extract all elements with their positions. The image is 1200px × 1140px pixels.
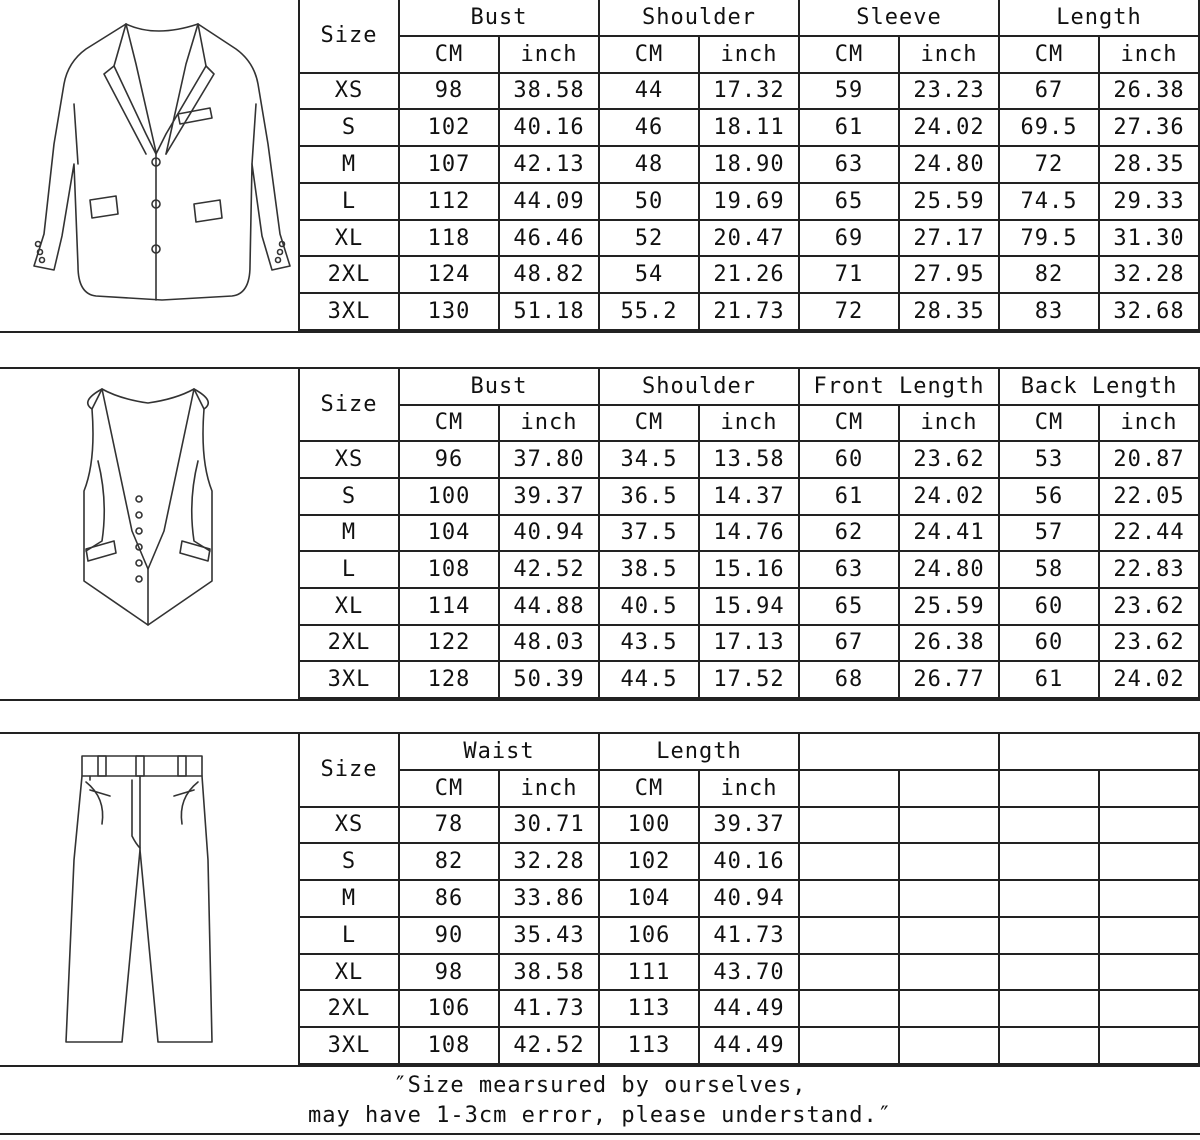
measurement-cell (799, 1027, 899, 1064)
measurement-cell: 48 (599, 146, 699, 183)
size-cell: M (299, 515, 399, 552)
measurement-cell: 24.80 (899, 551, 999, 588)
group-header: Back Length (999, 369, 1199, 405)
measurement-cell: 61 (999, 661, 1099, 698)
measurement-cell: 100 (599, 807, 699, 844)
table-row (299, 146, 1199, 183)
size-cell: XS (299, 807, 399, 844)
measurement-cell (999, 917, 1099, 954)
measurement-cell: 122 (399, 625, 499, 662)
table-row (299, 515, 1199, 552)
measurement-cell: 33.86 (499, 880, 599, 917)
size-cell: M (299, 146, 399, 183)
unit-header: CM (399, 405, 499, 442)
unit-header (799, 770, 899, 807)
size-column-header: Size (299, 0, 399, 73)
table-header-row (299, 734, 1199, 770)
measurement-cell: 42.13 (499, 146, 599, 183)
measurement-cell (899, 990, 999, 1027)
measurement-cell: 26.77 (899, 661, 999, 698)
unit-header-row (299, 36, 1199, 73)
table-row (299, 807, 1199, 844)
measurement-cell: 18.11 (699, 109, 799, 146)
measurement-cell: 22.05 (1099, 478, 1199, 515)
measurement-cell: 57 (999, 515, 1099, 552)
unit-header: CM (799, 36, 899, 73)
measurement-cell: 118 (399, 220, 499, 257)
table-row (299, 1027, 1199, 1064)
measurement-cell: 28.35 (1099, 146, 1199, 183)
measurement-cell: 114 (399, 588, 499, 625)
table-row (299, 588, 1199, 625)
measurement-cell: 124 (399, 256, 499, 293)
measurement-cell: 63 (799, 146, 899, 183)
measurement-cell: 62 (799, 515, 899, 552)
measurement-cell: 27.95 (899, 256, 999, 293)
group-header: Length (999, 0, 1199, 36)
unit-header: inch (699, 36, 799, 73)
measurement-cell: 19.69 (699, 183, 799, 220)
table-row (299, 990, 1199, 1027)
table-row (299, 109, 1199, 146)
measurement-cell: 60 (999, 625, 1099, 662)
group-header: Waist (399, 734, 599, 770)
measurement-cell: 50 (599, 183, 699, 220)
unit-header (899, 770, 999, 807)
size-cell: L (299, 183, 399, 220)
measurement-cell: 18.90 (699, 146, 799, 183)
measurement-cell (1099, 917, 1199, 954)
measurement-cell: 86 (399, 880, 499, 917)
table-row (299, 661, 1199, 698)
measurement-cell: 27.36 (1099, 109, 1199, 146)
measurement-cell: 21.26 (699, 256, 799, 293)
measurement-cell: 39.37 (699, 807, 799, 844)
table-row (299, 880, 1199, 917)
measurement-cell: 22.44 (1099, 515, 1199, 552)
vest-size-table (298, 369, 1200, 699)
measurement-cell: 37.80 (499, 441, 599, 478)
measurement-cell (899, 954, 999, 991)
unit-header: inch (899, 36, 999, 73)
note-line-2: may have 1-3cm error, please understand.″ (307, 1103, 893, 1128)
measurement-cell: 30.71 (499, 807, 599, 844)
note-line-1: ″Size mearsured by ourselves, (393, 1073, 807, 1098)
jacket-size-table (298, 0, 1200, 331)
group-header: Bust (399, 0, 599, 36)
measurement-cell: 40.5 (599, 588, 699, 625)
size-cell: 2XL (299, 990, 399, 1027)
measurement-cell: 44.88 (499, 588, 599, 625)
measurement-cell: 83 (999, 293, 1099, 330)
pants-size-table (298, 734, 1200, 1065)
measurement-cell: 58 (999, 551, 1099, 588)
measurement-cell: 46.46 (499, 220, 599, 257)
measurement-cell: 43.70 (699, 954, 799, 991)
measurement-cell (1099, 880, 1199, 917)
measurement-cell: 24.80 (899, 146, 999, 183)
measurement-cell: 63 (799, 551, 899, 588)
group-header: Front Length (799, 369, 999, 405)
measurement-cell (999, 1027, 1099, 1064)
table-row (299, 551, 1199, 588)
table-row (299, 478, 1199, 515)
size-cell: 2XL (299, 625, 399, 662)
group-header: Shoulder (599, 369, 799, 405)
table-row (299, 220, 1199, 257)
measurement-cell: 17.13 (699, 625, 799, 662)
measurement-cell (1099, 990, 1199, 1027)
measurement-cell: 44.5 (599, 661, 699, 698)
table-header-row (299, 369, 1199, 405)
size-cell: XL (299, 588, 399, 625)
group-header: Length (599, 734, 799, 770)
measurement-cell: 28.35 (899, 293, 999, 330)
measurement-cell: 98 (399, 954, 499, 991)
unit-header: inch (699, 405, 799, 442)
measurement-cell: 15.94 (699, 588, 799, 625)
measurement-cell: 40.94 (499, 515, 599, 552)
unit-header: CM (599, 36, 699, 73)
measurement-cell: 90 (399, 917, 499, 954)
size-cell: L (299, 917, 399, 954)
measurement-cell (899, 1027, 999, 1064)
table-row (299, 843, 1199, 880)
measurement-cell (899, 843, 999, 880)
pants-illustration (0, 734, 298, 1065)
jacket-icon (6, 4, 296, 324)
measurement-cell: 40.16 (499, 109, 599, 146)
size-cell: XL (299, 220, 399, 257)
measurement-cell (799, 807, 899, 844)
measurement-cell: 34.5 (599, 441, 699, 478)
measurement-cell: 37.5 (599, 515, 699, 552)
measurement-cell: 36.5 (599, 478, 699, 515)
measurement-cell: 46 (599, 109, 699, 146)
measurement-cell: 44.49 (699, 990, 799, 1027)
measurement-cell: 43.5 (599, 625, 699, 662)
measurement-cell: 22.83 (1099, 551, 1199, 588)
measurement-cell: 61 (799, 109, 899, 146)
group-header: Bust (399, 369, 599, 405)
measurement-cell: 113 (599, 1027, 699, 1064)
unit-header: inch (699, 770, 799, 807)
measurement-cell: 128 (399, 661, 499, 698)
size-cell: 2XL (299, 256, 399, 293)
measurement-cell: 69 (799, 220, 899, 257)
measurement-cell: 55.2 (599, 293, 699, 330)
unit-header: CM (999, 36, 1099, 73)
measurement-cell: 40.16 (699, 843, 799, 880)
measurement-cell: 41.73 (699, 917, 799, 954)
measurement-cell: 26.38 (1099, 73, 1199, 110)
measurement-cell: 44.09 (499, 183, 599, 220)
measurement-cell (999, 807, 1099, 844)
unit-header: inch (1099, 36, 1199, 73)
size-cell: 3XL (299, 1027, 399, 1064)
measurement-cell: 56 (999, 478, 1099, 515)
measurement-cell (799, 880, 899, 917)
measurement-cell: 40.94 (699, 880, 799, 917)
measurement-cell: 67 (999, 73, 1099, 110)
measurement-cell: 48.82 (499, 256, 599, 293)
measurement-cell (1099, 807, 1199, 844)
measurement-cell: 15.16 (699, 551, 799, 588)
pants-icon (62, 740, 222, 1060)
measurement-cell: 111 (599, 954, 699, 991)
measurement-cell: 14.37 (699, 478, 799, 515)
vest-illustration (0, 369, 298, 699)
measurement-cell: 113 (599, 990, 699, 1027)
measurement-cell: 42.52 (499, 551, 599, 588)
size-cell: S (299, 478, 399, 515)
unit-header-row (299, 770, 1199, 807)
size-column-header: Size (299, 734, 399, 807)
size-cell: L (299, 551, 399, 588)
measurement-cell: 21.73 (699, 293, 799, 330)
measurement-cell: 112 (399, 183, 499, 220)
measurement-cell: 48.03 (499, 625, 599, 662)
measurement-cell: 50.39 (499, 661, 599, 698)
measurement-cell: 38.58 (499, 954, 599, 991)
unit-header: CM (599, 405, 699, 442)
measurement-cell: 72 (999, 146, 1099, 183)
unit-header: inch (499, 770, 599, 807)
measurement-cell: 20.87 (1099, 441, 1199, 478)
measurement-cell (899, 917, 999, 954)
measurement-cell: 107 (399, 146, 499, 183)
measurement-cell: 79.5 (999, 220, 1099, 257)
measurement-cell: 98 (399, 73, 499, 110)
unit-header: CM (399, 36, 499, 73)
size-cell: XL (299, 954, 399, 991)
table-header-row (299, 0, 1199, 36)
measurement-cell: 32.68 (1099, 293, 1199, 330)
measurement-cell: 17.32 (699, 73, 799, 110)
measurement-cell: 27.17 (899, 220, 999, 257)
measurement-cell: 26.38 (899, 625, 999, 662)
vest-size-section (0, 367, 1200, 701)
measurement-cell: 44.49 (699, 1027, 799, 1064)
measurement-cell (799, 843, 899, 880)
measurement-cell: 82 (999, 256, 1099, 293)
unit-header: inch (899, 405, 999, 442)
size-cell: S (299, 109, 399, 146)
table-row (299, 256, 1199, 293)
measurement-cell: 102 (399, 109, 499, 146)
measurement-cell: 59 (799, 73, 899, 110)
measurement-cell (1099, 843, 1199, 880)
size-cell: XS (299, 441, 399, 478)
measurement-cell: 25.59 (899, 183, 999, 220)
measurement-cell: 24.02 (1099, 661, 1199, 698)
table-row (299, 954, 1199, 991)
measurement-cell (799, 917, 899, 954)
measurement-cell: 13.58 (699, 441, 799, 478)
measurement-cell (999, 880, 1099, 917)
measurement-cell: 67 (799, 625, 899, 662)
measurement-cell: 51.18 (499, 293, 599, 330)
measurement-cell: 60 (799, 441, 899, 478)
measurement-cell: 69.5 (999, 109, 1099, 146)
measurement-note (0, 1065, 1200, 1135)
measurement-cell: 104 (599, 880, 699, 917)
measurement-cell: 102 (599, 843, 699, 880)
measurement-cell: 24.41 (899, 515, 999, 552)
unit-header-row (299, 405, 1199, 442)
vest-icon (68, 381, 228, 631)
size-cell: S (299, 843, 399, 880)
measurement-cell: 14.76 (699, 515, 799, 552)
measurement-cell: 54 (599, 256, 699, 293)
measurement-cell: 38.5 (599, 551, 699, 588)
measurement-cell: 32.28 (499, 843, 599, 880)
measurement-cell: 35.43 (499, 917, 599, 954)
table-row (299, 183, 1199, 220)
table-row (299, 917, 1199, 954)
measurement-cell: 82 (399, 843, 499, 880)
measurement-cell: 53 (999, 441, 1099, 478)
measurement-cell: 23.23 (899, 73, 999, 110)
group-header: Sleeve (799, 0, 999, 36)
table-row (299, 625, 1199, 662)
unit-header: inch (1099, 405, 1199, 442)
measurement-cell: 74.5 (999, 183, 1099, 220)
measurement-cell (899, 807, 999, 844)
size-column-header: Size (299, 369, 399, 441)
measurement-cell: 23.62 (899, 441, 999, 478)
table-row (299, 73, 1199, 110)
measurement-cell: 60 (999, 588, 1099, 625)
table-row (299, 441, 1199, 478)
size-cell: XS (299, 73, 399, 110)
pants-size-section (0, 732, 1200, 1067)
unit-header: inch (499, 405, 599, 442)
measurement-cell: 41.73 (499, 990, 599, 1027)
measurement-cell: 65 (799, 588, 899, 625)
measurement-cell (1099, 954, 1199, 991)
measurement-cell: 17.52 (699, 661, 799, 698)
table-row (299, 293, 1199, 330)
measurement-cell: 104 (399, 515, 499, 552)
size-cell: 3XL (299, 661, 399, 698)
unit-header: CM (999, 405, 1099, 442)
measurement-cell: 65 (799, 183, 899, 220)
group-header (799, 734, 999, 770)
unit-header (999, 770, 1099, 807)
measurement-cell: 61 (799, 478, 899, 515)
measurement-cell: 71 (799, 256, 899, 293)
measurement-cell: 68 (799, 661, 899, 698)
measurement-cell: 24.02 (899, 478, 999, 515)
measurement-cell: 23.62 (1099, 625, 1199, 662)
measurement-cell: 31.30 (1099, 220, 1199, 257)
measurement-cell (899, 880, 999, 917)
measurement-cell (999, 843, 1099, 880)
measurement-cell: 52 (599, 220, 699, 257)
measurement-cell: 23.62 (1099, 588, 1199, 625)
measurement-cell (999, 990, 1099, 1027)
measurement-cell: 38.58 (499, 73, 599, 110)
measurement-cell: 72 (799, 293, 899, 330)
measurement-cell (999, 954, 1099, 991)
measurement-cell: 32.28 (1099, 256, 1199, 293)
measurement-cell: 20.47 (699, 220, 799, 257)
measurement-cell: 78 (399, 807, 499, 844)
unit-header: inch (499, 36, 599, 73)
measurement-cell: 29.33 (1099, 183, 1199, 220)
unit-header: CM (399, 770, 499, 807)
unit-header (1099, 770, 1199, 807)
size-cell: M (299, 880, 399, 917)
size-cell: 3XL (299, 293, 399, 330)
measurement-cell: 108 (399, 1027, 499, 1064)
group-header: Shoulder (599, 0, 799, 36)
measurement-cell: 106 (599, 917, 699, 954)
measurement-cell: 44 (599, 73, 699, 110)
measurement-cell: 24.02 (899, 109, 999, 146)
measurement-cell (799, 954, 899, 991)
measurement-cell: 100 (399, 478, 499, 515)
jacket-illustration (0, 0, 298, 331)
measurement-cell: 108 (399, 551, 499, 588)
unit-header: CM (799, 405, 899, 442)
group-header (999, 734, 1199, 770)
measurement-cell: 96 (399, 441, 499, 478)
measurement-cell: 25.59 (899, 588, 999, 625)
measurement-cell (1099, 1027, 1199, 1064)
jacket-size-section (0, 0, 1200, 333)
unit-header: CM (599, 770, 699, 807)
measurement-cell: 130 (399, 293, 499, 330)
measurement-cell: 42.52 (499, 1027, 599, 1064)
measurement-cell: 39.37 (499, 478, 599, 515)
measurement-cell: 106 (399, 990, 499, 1027)
measurement-cell (799, 990, 899, 1027)
